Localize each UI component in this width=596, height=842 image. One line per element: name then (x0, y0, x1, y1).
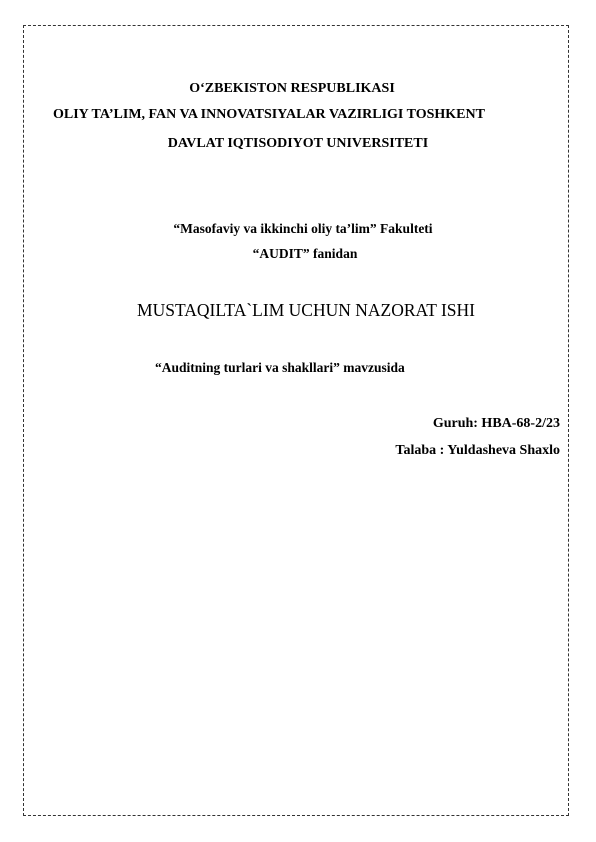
work-topic: “Auditning turlari va shakllari” mavzusida (155, 360, 405, 375)
student-group: Guruh: HBA-68-2/23 (432, 416, 560, 431)
subject-name: “AUDIT” fanidan (252, 246, 358, 261)
work-title: MUSTAQILTA`LIM UCHUN NAZORAT ISHI (137, 300, 475, 320)
country-heading: O‘ZBEKISTON RESPUBLIKASI (189, 81, 395, 96)
student-name: Talaba : Yuldasheva Shaxlo (395, 443, 560, 458)
ministry-heading: OLIY TA’LIM, FAN VA INNOVATSIYALAR VAZIRLIGI TOSHKENT (53, 107, 485, 122)
university-heading: DAVLAT IQTISODIYOT UNIVERSITETI (167, 136, 429, 151)
faculty-name: “Masofaviy va ikkinchi oliy ta’lim” Fakulteti (173, 221, 433, 236)
